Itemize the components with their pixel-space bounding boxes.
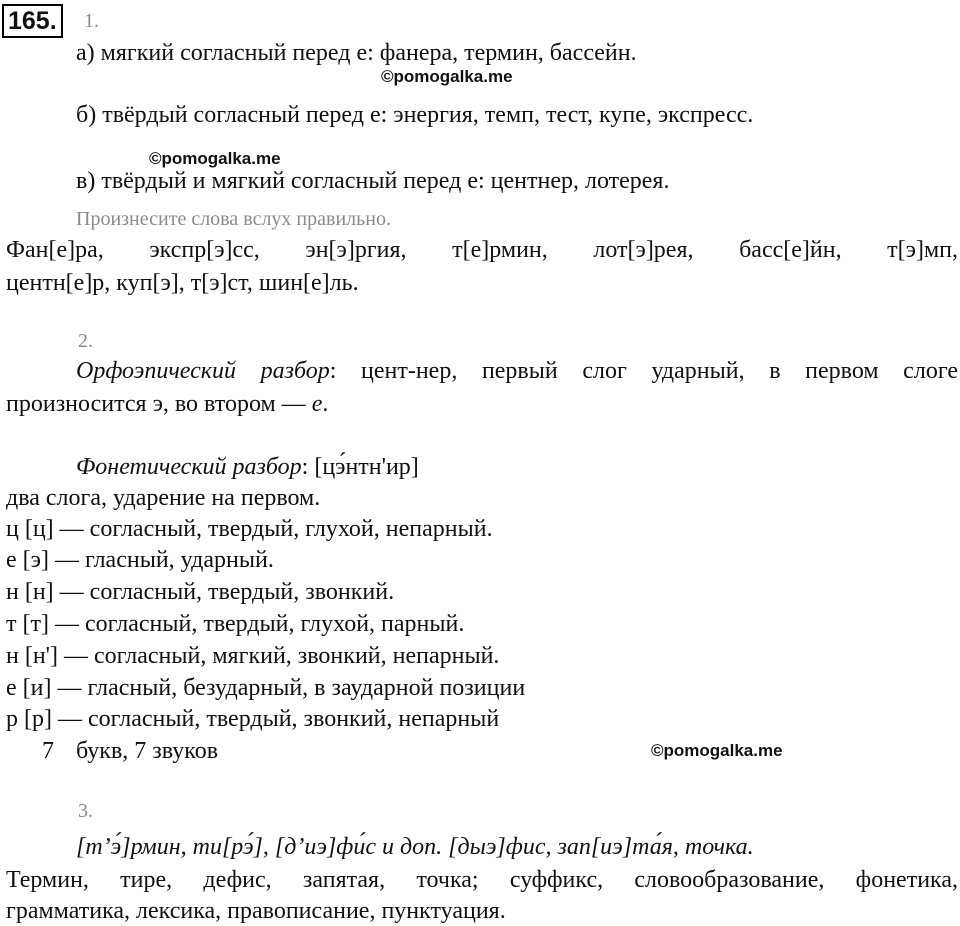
- pronunciation-line-2: центн[е]р, куп[э], т[э]ст, шин[е]ль.: [6, 270, 359, 296]
- transcription-line: [т’э́]рмин, ти[рэ́], [д’иэ]фи́с и доп. [дыэ]фис, зап[иэ]та́я, точка.: [76, 834, 754, 860]
- orthoepic-text: : цент-нер, первый слог ударный, в первом слоге: [329, 358, 958, 384]
- phonetic-transcription: : [цэ́нтн'ир]: [301, 454, 419, 480]
- watermark: ©pomogalka.me: [651, 741, 783, 760]
- pronunciation-line-1: Фан[е]ра, экспр[э]сс, эн[э]ргия, т[е]рмин, лот[э]рея, басс[е]йн, т[э]мп,: [6, 237, 958, 263]
- rule-b: б) твёрдый согласный перед е: энергия, темп, тест, купе, экспресс.: [76, 102, 754, 128]
- watermark: ©pomogalka.me: [149, 149, 281, 168]
- sound-line: т [т] — согласный, твердый, глухой, парный.: [6, 611, 465, 637]
- sound-line: е [э] — гласный, ударный.: [6, 547, 274, 573]
- orthoepic-line-1: [76, 356, 958, 386]
- rule-a: а) мягкий согласный перед е: фанера, термин, бассейн.: [76, 40, 637, 66]
- sound-line: р [р] — согласный, твердый, звонкий, непарный: [6, 706, 500, 732]
- part3-number: 3.: [78, 800, 93, 822]
- terms-line-1: Термин, тире, дефис, запятая, точка; суффикс, словообразование, фонетика,: [6, 867, 958, 893]
- terms-line-2: грамматика, лексика, правописание, пунктуация.: [6, 898, 506, 924]
- syllables-line: два слога, ударение на первом.: [6, 485, 321, 511]
- phonetic-heading: [76, 452, 419, 482]
- sound-line: н [н] — согласный, твердый, звонкий.: [6, 579, 395, 605]
- letter-count-number: 7: [42, 738, 54, 764]
- rule-c: в) твёрдый и мягкий согласный перед е: центнер, лотерея.: [76, 168, 670, 194]
- instruction: Произнесите слова вслух правильно.: [76, 208, 391, 230]
- part2-number: 2.: [78, 330, 93, 352]
- orthoepic-line-2: произносится э, во втором — е.: [6, 391, 329, 417]
- sound-line: ц [ц] — согласный, твердый, глухой, непарный.: [6, 516, 493, 542]
- part1-number: 1.: [84, 10, 99, 32]
- watermark: ©pomogalka.me: [381, 67, 513, 86]
- orthoepic-label: Орфоэпический разбор: [76, 358, 330, 384]
- sound-line: е [и] — гласный, безударный, в заударной позиции: [6, 675, 526, 701]
- exercise-number: 165.: [2, 4, 63, 38]
- sound-line: н [н'] — согласный, мягкий, звонкий, непарный.: [6, 643, 500, 669]
- phonetic-label: Фонетический разбор: [76, 454, 302, 480]
- letter-count-text: букв, 7 звуков: [76, 738, 219, 764]
